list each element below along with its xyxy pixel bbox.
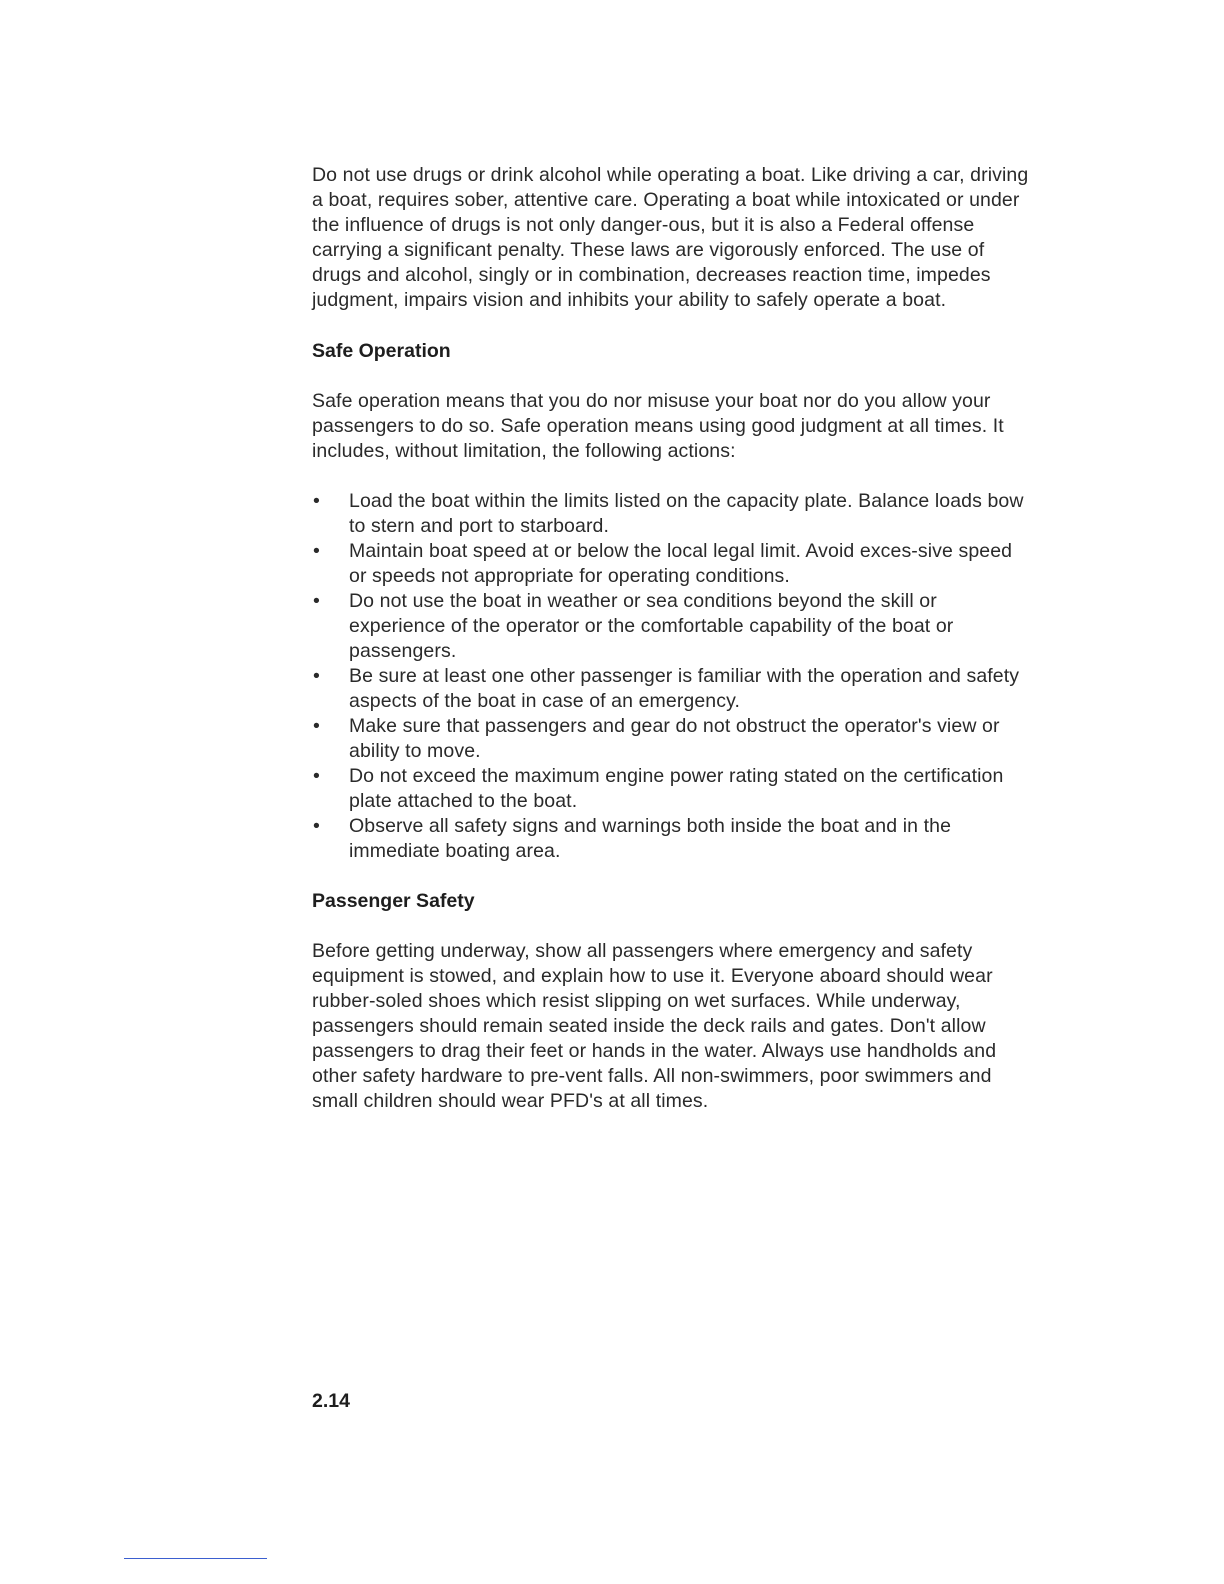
bullet-icon: • bbox=[313, 765, 320, 787]
page-number: 2.14 bbox=[312, 1390, 350, 1412]
list-item-text: Load the boat within the limits listed on the capacity plate. Balance loads bow to stern and port to starboard. bbox=[349, 490, 1024, 537]
bullet-icon: • bbox=[313, 590, 320, 612]
list-item-text: Observe all safety signs and warnings both inside the boat and in the immediate boating area. bbox=[349, 815, 952, 862]
list-item bbox=[312, 664, 1032, 714]
safe-operation-list bbox=[312, 489, 1032, 864]
page-content bbox=[312, 163, 1032, 1114]
list-item bbox=[312, 764, 1032, 814]
passenger-safety-body: Before getting underway, show all passengers where emergency and safety equipment is stowed, and explain how to use it. Everyone aboard should wear rubber-soled shoes which resist slipping on wet surfaces. While underway, passengers should remain seated inside the deck rails and gates. Don't allow passengers to drag their feet or hands in the water. Always use handholds and other safety hardware to pre-vent falls. All non-swimmers, poor swimmers and small children should wear PFD's at all times. bbox=[312, 940, 997, 1112]
bullet-icon: • bbox=[313, 815, 320, 837]
list-item-text: Make sure that passengers and gear do not obstruct the operator's view or ability to move. bbox=[349, 715, 1000, 762]
list-item-text: Be sure at least one other passenger is familiar with the operation and safety aspects of the boat in case of an emergency. bbox=[349, 665, 1020, 712]
list-item bbox=[312, 714, 1032, 764]
bullet-icon: • bbox=[313, 490, 320, 512]
list-item bbox=[312, 489, 1032, 539]
intro-paragraph: Do not use drugs or drink alcohol while operating a boat. Like driving a car, driving a boat, requires sober, attentive care. Operating a boat while intoxicated or under the influence of drugs is not only danger-ous, but it is also a Federal offense carrying a significant penalty. These laws are vigorously enforced. The use of drugs and alcohol, singly or in combination, decreases reaction time, impedes judgment, impairs vision and inhibits your ability to safely operate a boat. bbox=[312, 164, 1029, 311]
bullet-icon: • bbox=[313, 665, 320, 687]
footer-rule bbox=[124, 1558, 267, 1559]
list-item bbox=[312, 814, 1032, 864]
list-item-text: Do not exceed the maximum engine power rating stated on the certification plate attached to the boat. bbox=[349, 765, 1004, 812]
passenger-safety-heading: Passenger Safety bbox=[312, 890, 475, 912]
bullet-icon: • bbox=[313, 715, 320, 737]
safe-operation-intro: Safe operation means that you do nor misuse your boat nor do you allow your passengers to do so. Safe operation means using good judgment at all times. It includes, without limitation, the following actions: bbox=[312, 390, 1004, 462]
list-item bbox=[312, 589, 1032, 664]
bullet-icon: • bbox=[313, 540, 320, 562]
safe-operation-heading: Safe Operation bbox=[312, 340, 451, 362]
list-item-text: Do not use the boat in weather or sea conditions beyond the skill or experience of the operator or the comfortable capability of the boat or passengers. bbox=[349, 590, 954, 662]
list-item bbox=[312, 539, 1032, 589]
list-item-text: Maintain boat speed at or below the local legal limit. Avoid exces-sive speed or speeds not appropriate for operating conditions. bbox=[349, 540, 1013, 587]
